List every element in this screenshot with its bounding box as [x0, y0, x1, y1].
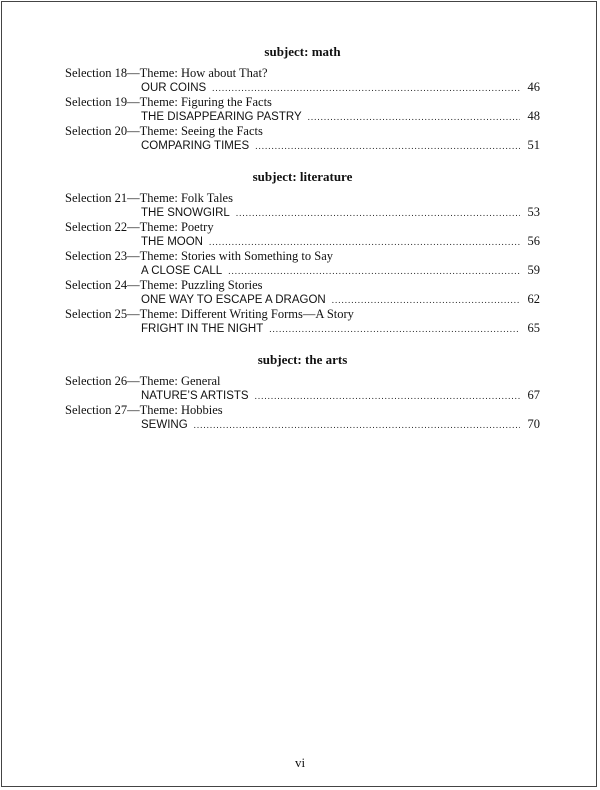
dot-leader [228, 264, 520, 278]
dot-leader [269, 322, 520, 336]
section-math [65, 44, 540, 153]
toc-entry [65, 95, 540, 124]
toc-entry [65, 249, 540, 278]
page-number: 65 [527, 321, 540, 335]
page-number: 59 [527, 263, 540, 277]
selection-theme: Selection 27—Theme: Hobbies [65, 403, 223, 417]
dot-leader [255, 139, 520, 153]
selection-theme: Selection 26—Theme: General [65, 374, 221, 388]
section-heading: subject: the arts [257, 352, 348, 367]
page-number: 48 [527, 109, 540, 123]
entry-title-row [65, 109, 540, 124]
table-of-contents [65, 44, 540, 448]
entry-title-row [65, 417, 540, 432]
section-the-arts [65, 352, 540, 432]
toc-entry [65, 124, 540, 153]
dot-leader [308, 110, 520, 124]
selection-theme: Selection 25—Theme: Different Writing Forms—A Story [65, 307, 354, 321]
entry-title-row [65, 388, 540, 403]
entry-title-row [65, 263, 540, 278]
selection-theme: Selection 20—Theme: Seeing the Facts [65, 124, 263, 138]
dot-leader [236, 206, 520, 220]
story-title: THE DISAPPEARING PASTRY [141, 111, 302, 123]
entry-title-row [65, 234, 540, 249]
toc-entry [65, 374, 540, 403]
story-title: NATURE’S ARTISTS [141, 390, 249, 402]
section-literature [65, 169, 540, 336]
toc-entry [65, 220, 540, 249]
page-number: 46 [527, 80, 540, 94]
entry-title-row [65, 321, 540, 336]
page-number: 62 [527, 292, 540, 306]
selection-theme: Selection 23—Theme: Stories with Something to Say [65, 249, 334, 263]
story-title: THE SNOWGIRL [141, 207, 230, 219]
footer-page-number: vi [294, 755, 306, 770]
story-title: COMPARING TIMES [141, 140, 250, 152]
section-heading: subject: literature [252, 169, 353, 184]
story-title: FRIGHT IN THE NIGHT [141, 323, 264, 335]
selection-theme: Selection 19—Theme: Figuring the Facts [65, 95, 272, 109]
dot-leader [209, 235, 520, 249]
dot-leader [255, 389, 520, 403]
dot-leader [194, 418, 520, 432]
toc-entry [65, 66, 540, 95]
dot-leader [212, 81, 520, 95]
toc-entry [65, 191, 540, 220]
selection-theme: Selection 18—Theme: How about That? [65, 66, 268, 80]
toc-entry [65, 307, 540, 336]
toc-entry [65, 278, 540, 307]
selection-theme: Selection 21—Theme: Folk Tales [65, 191, 233, 205]
story-title: SEWING [141, 419, 188, 431]
entry-title-row [65, 205, 540, 220]
page-number: 67 [527, 388, 540, 402]
entry-title-row [65, 292, 540, 307]
story-title: OUR COINS [141, 82, 207, 94]
entry-title-row [65, 138, 540, 153]
dot-leader [332, 293, 520, 307]
story-title: A CLOSE CALL [141, 265, 223, 277]
selection-theme: Selection 24—Theme: Puzzling Stories [65, 278, 263, 292]
entry-title-row [65, 80, 540, 95]
page-number: 70 [527, 417, 540, 431]
page-number: 51 [527, 138, 540, 152]
toc-entry [65, 403, 540, 432]
page-number: 53 [527, 205, 540, 219]
section-heading: subject: math [264, 44, 341, 59]
story-title: THE MOON [141, 236, 203, 248]
page-number: 56 [527, 234, 540, 248]
selection-theme: Selection 22—Theme: Poetry [65, 220, 214, 234]
story-title: ONE WAY TO ESCAPE A DRAGON [141, 294, 326, 306]
